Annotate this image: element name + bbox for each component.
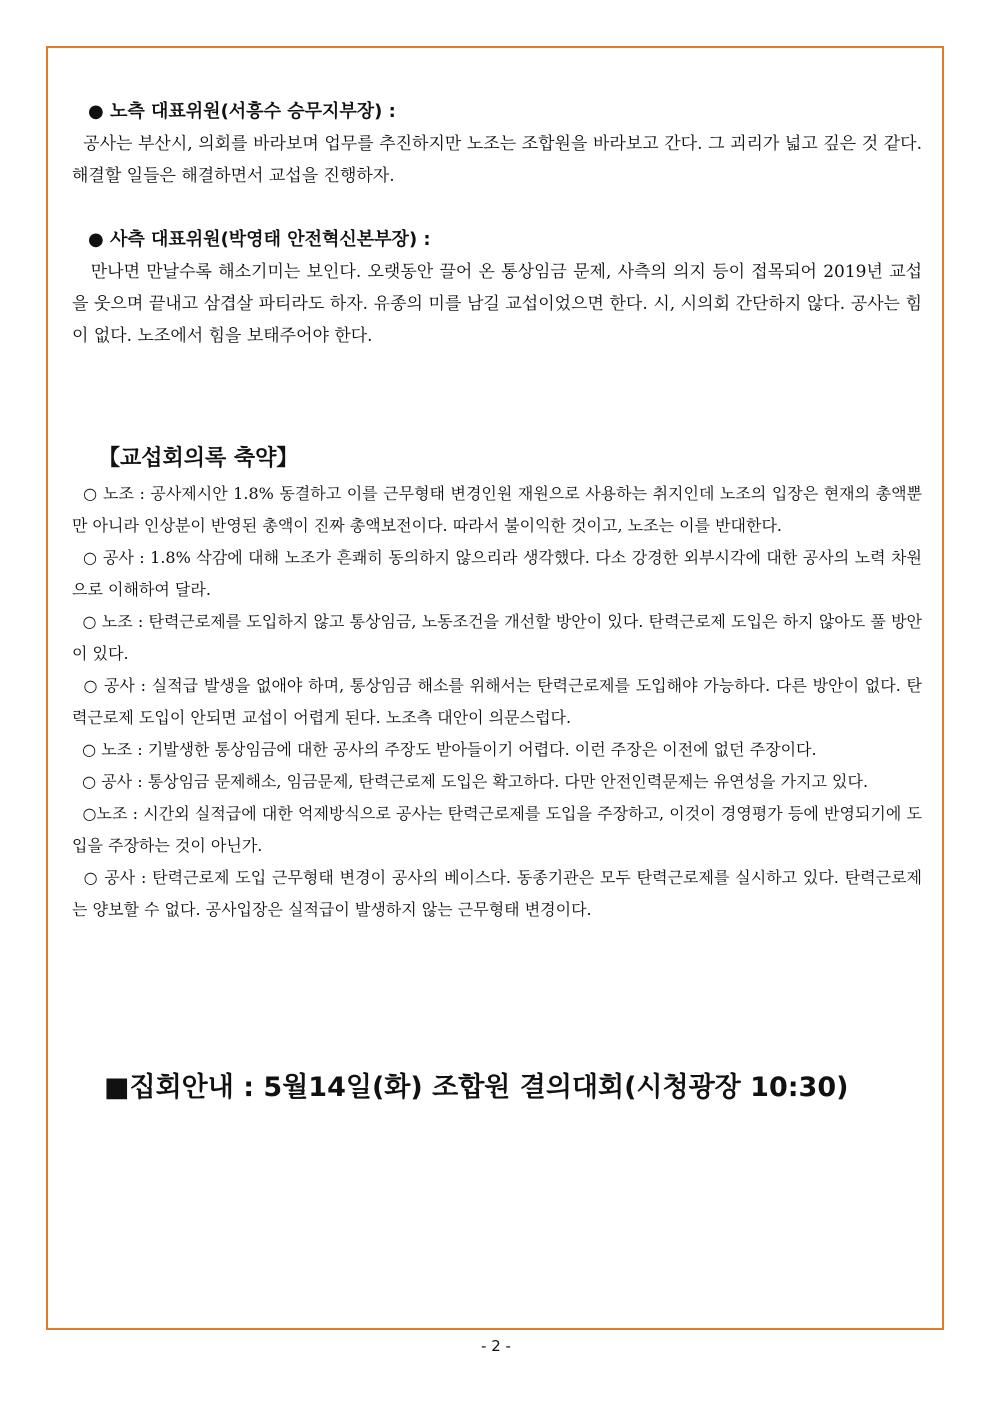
rally-notice: ■집회안내 : 5월14일(화) 조합원 결의대회(시청광장 10:30): [104, 1072, 849, 1103]
minutes-title: 【교섭회의록 축약】: [98, 446, 299, 471]
labor-rep-section: [72, 98, 928, 192]
mgmt-rep-section: [72, 226, 922, 352]
minutes-item: ○ 공사 : 1.8% 삭감에 대해 노조가 흔쾌히 동의하지 않으리라 생각했다. 다소 강경한 외부시각에 대한 공사의 노력 차원으로 이해하여 달라.: [72, 548, 922, 599]
minutes-item: ○ 공사 : 통상임금 문제해소, 임금문제, 탄력근로제 도입은 확고하다. 다만 안전인력문제는 유연성을 가지고 있다.: [72, 772, 869, 791]
labor-rep-text: 공사는 부산시, 의회를 바라보며 업무를 추진하지만 노조는 조합원을 바라보고 간다. 그 괴리가 넓고 깊은 것 같다. 해결할 일들은 해결하면서 교섭을 진행하자.: [72, 134, 928, 186]
spacer: [72, 352, 922, 444]
page-number: - 2 -: [481, 1337, 511, 1355]
spacer: [72, 192, 922, 226]
minutes-item: ○ 공사 : 실적급 발생을 없애야 하며, 통상임금 해소를 위해서는 탄력근로제를 도입해야 가능하다. 다른 방안이 없다. 탄력근로제 도입이 안되면 교섭이 어렵게 된다. 노조측 대안이 의문스럽다.: [72, 676, 922, 727]
minutes-item: ○ 공사 : 탄력근로제 도입 근무형태 변경이 공사의 베이스다. 동종기관은 모두 탄력근로제를 실시하고 있다. 탄력근로제는 양보할 수 없다. 공사입장은 실적급이 발생하지 않는 근무형태 변경이다.: [72, 868, 922, 919]
mgmt-rep-text: 만나면 만날수록 해소기미는 보인다. 오랫동안 끌어 온 통상임금 문제, 사측의 의지 등이 접목되어 2019년 교섭을 웃으며 끝내고 삼겹살 파티라도 하자. 유종의 미를 남길 교섭이었으면 한다. 시, 시의회 간단하지 않다. 공사는 힘이 없다. 노조에서 힘을 보태주어야 한다.: [72, 262, 922, 346]
minutes-item: ○ 노조 : 공사제시안 1.8% 동결하고 이를 근무형태 변경인원 재원으로 사용하는 취지인데 노조의 입장은 현재의 총액뿐만 아니라 인상분이 반영된 총액이 진짜 총액보전이다. 따라서 불이익한 것이고, 노조는 이를 반대한다.: [72, 484, 922, 535]
mgmt-rep-heading: ● 사측 대표위원(박영태 안전혁신본부장) :: [88, 229, 431, 250]
document-body: [72, 98, 928, 926]
minutes-section: [72, 444, 922, 926]
minutes-item: ○노조 : 시간외 실적급에 대한 억제방식으로 공사는 탄력근로제를 도입을 주장하고, 이것이 경영평가 등에 반영되기에 도입을 주장하는 것이 아닌가.: [72, 804, 923, 855]
minutes-item: ○ 노조 : 탄력근로제를 도입하지 않고 통상임금, 노동조건을 개선할 방안이 있다. 탄력근로제 도입은 하지 않아도 풀 방안이 있다.: [72, 612, 922, 663]
minutes-item: ○ 노조 : 기발생한 통상임금에 대한 공사의 주장도 받아들이기 어렵다. 이런 주장은 이전에 없던 주장이다.: [72, 740, 817, 759]
labor-rep-heading: ● 노측 대표위원(서흥수 승무지부장) :: [88, 101, 396, 122]
